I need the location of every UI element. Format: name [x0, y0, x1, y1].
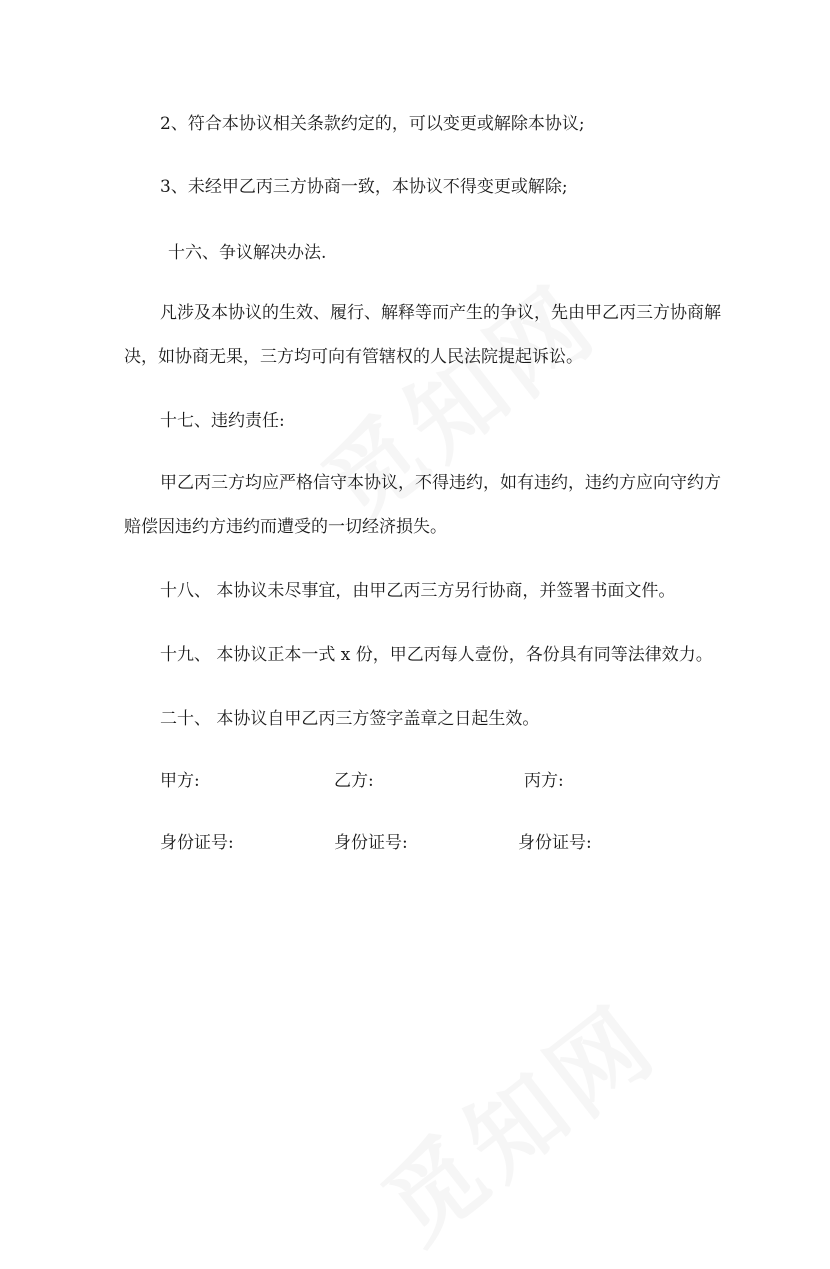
clause-2: 2、符合本协议相关条款约定的，可以变更或解除本协议;	[160, 114, 585, 134]
watermark-bottom	[351, 968, 681, 1268]
party-a-label: 甲方:	[160, 771, 200, 791]
id-number-c-label: 身份证号:	[518, 833, 592, 853]
section-16-body-line-2: 决，如协商无果，三方均可向有管辖权的人民法院提起诉讼。	[124, 347, 583, 367]
section-16-body-line-1: 凡涉及本协议的生效、履行、解释等而产生的争议，先由甲乙丙三方协商解	[160, 303, 721, 323]
section-20: 二十、 本协议自甲乙丙三方签字盖章之日起生效。	[160, 709, 540, 729]
section-17-body-line-2: 赔偿因违约方违约而遭受的一切经济损失。	[124, 517, 447, 537]
watermark	[291, 248, 621, 548]
section-16-title: 十六、争议解决办法.	[168, 243, 327, 263]
party-c-label: 丙方:	[524, 771, 564, 791]
section-17-title: 十七、违约责任:	[160, 411, 285, 431]
party-b-label: 乙方:	[334, 771, 374, 791]
id-number-b-label: 身份证号:	[334, 833, 408, 853]
id-number-a-label: 身份证号:	[160, 833, 234, 853]
clause-3: 3、未经甲乙丙三方协商一致，本协议不得变更或解除;	[160, 177, 568, 197]
section-17-body-line-1: 甲乙丙三方均应严格信守本协议，不得违约，如有违约，违约方应向守约方	[160, 473, 721, 493]
section-18: 十八、 本协议未尽事宜，由甲乙丙三方另行协商，并签署书面文件。	[160, 581, 676, 601]
section-19: 十九、 本协议正本一式 x 份，甲乙丙每人壹份，各份具有同等法律效力。	[160, 645, 713, 665]
